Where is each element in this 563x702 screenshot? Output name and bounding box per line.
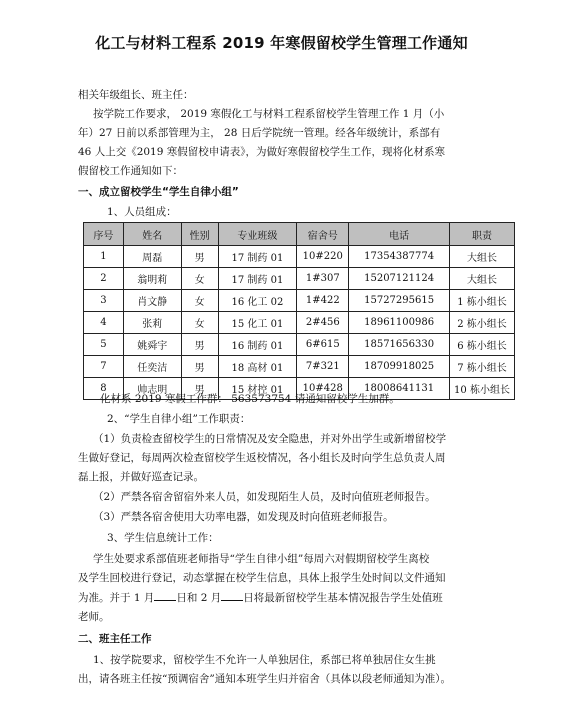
intro-line: 46 人上交《2019 寒假留校申请表》，为做好寒假留校学生工作，现将化材系寒	[78, 146, 446, 158]
self-discipline-group-table	[83, 222, 515, 400]
duty-line: （1）负责检查留校学生的日常情况及安全隐患，并对外出学生或新增留校学	[93, 433, 447, 445]
document-title: 化工与材料工程系 2019 年寒假留校学生管理工作通知	[95, 34, 468, 52]
table-cell: 肖文静	[123, 290, 181, 312]
column-header: 姓名	[123, 223, 181, 246]
table-cell: 15207121124	[349, 268, 450, 290]
table-cell: 2 栋小组长	[450, 312, 515, 334]
table-cell: 18 高材 01	[218, 356, 297, 378]
table-cell: 1#422	[297, 290, 349, 312]
column-header: 职责	[450, 223, 515, 246]
duty-line: 生做好登记，每周两次检查留校学生返校情况，各小组长及时向学生总负责人周	[78, 452, 446, 464]
stats-text: 为准。并于 1 月	[78, 592, 155, 604]
table-row	[84, 290, 515, 312]
table-cell: 17354387774	[349, 246, 450, 268]
table-cell: 2	[84, 268, 124, 290]
table-cell: 17 制药 01	[218, 246, 297, 268]
stats-subheading: 3、学生信息统计工作：	[107, 532, 219, 544]
teacher-duty-line: 出，请各班主任按“预调宿舍”通知本班学生归并宿舍（具体以段老师通知为准）。	[78, 673, 451, 685]
column-header: 宿舍号	[297, 223, 349, 246]
stats-text: 日和 2 月	[176, 592, 222, 604]
stats-line: 老师。	[78, 611, 110, 623]
date-blank	[154, 590, 176, 601]
table-row	[84, 312, 515, 334]
duty-line: （2）严禁各宿舍留宿外来人员，如发现陌生人员，及时向值班老师报告。	[93, 491, 436, 503]
intro-line: 年）27 日前以系部管理为主， 28 日后学院统一管理。经各年级统计，系部有	[78, 127, 441, 139]
table-cell: 10#428	[297, 378, 349, 400]
table-cell: 翁明莉	[123, 268, 181, 290]
column-header: 专业班级	[218, 223, 297, 246]
stats-line: 学生处要求系部值班老师指导“学生自律小组”每周六对假期留校学生离校	[93, 553, 430, 565]
table-cell: 18961100986	[349, 312, 450, 334]
intro-line: 按学院工作要求， 2019 寒假化工与材料工程系留校学生管理工作 1 月（小	[93, 108, 445, 120]
table-cell: 帅志明	[123, 378, 181, 400]
teacher-duty-line: 1、按学院要求，留校学生不允许一人单独居住，系部已将单独居住女生挑	[93, 654, 436, 666]
table-row	[84, 246, 515, 268]
table-cell: 周磊	[123, 246, 181, 268]
table-cell: 1#307	[297, 268, 349, 290]
table-cell: 大组长	[450, 246, 515, 268]
table-cell: 张莉	[123, 312, 181, 334]
table-cell: 10 栋小组长	[450, 378, 515, 400]
table-cell: 18571656330	[349, 334, 450, 356]
section2-heading: 二、班主任工作	[78, 633, 152, 645]
table-cell: 15 材控 01	[218, 378, 297, 400]
table-cell: 任奕洁	[123, 356, 181, 378]
column-header: 电话	[349, 223, 450, 246]
table-cell: 17 制药 01	[218, 268, 297, 290]
table-cell: 女	[181, 268, 218, 290]
table-cell: 6 栋小组长	[450, 334, 515, 356]
section1-heading: 一、成立留校学生“学生自律小组”	[78, 186, 239, 198]
stats-line-with-blanks	[78, 589, 498, 608]
table-cell: 15727295615	[349, 290, 450, 312]
table-cell: 16 制药 01	[218, 334, 297, 356]
table-cell: 男	[181, 356, 218, 378]
qq-group-line: 化材系 2019 寒假工作群： 563573754 请通知留校学生加群。	[100, 393, 400, 405]
table-cell: 1	[84, 246, 124, 268]
stats-text: 日将最新留校学生基本情况报告学生处值班	[243, 592, 443, 604]
table-cell: 5	[84, 334, 124, 356]
table-cell: 15 化工 01	[218, 312, 297, 334]
table-cell: 8	[84, 378, 124, 400]
table-cell: 大组长	[450, 268, 515, 290]
table-row	[84, 356, 515, 378]
table-cell: 2#456	[297, 312, 349, 334]
duty-line: 磊上报，并做好巡查记录。	[78, 471, 204, 483]
table-cell: 7	[84, 356, 124, 378]
intro-line: 假留校工作通知如下：	[78, 165, 183, 177]
table-cell: 姚舜宇	[123, 334, 181, 356]
table-cell: 女	[181, 312, 218, 334]
table-cell: 7 栋小组长	[450, 356, 515, 378]
table-cell: 18008641131	[349, 378, 450, 400]
duties-subheading: 2、“学生自律小组”工作职责：	[107, 413, 251, 425]
date-blank	[221, 590, 243, 601]
stats-line: 及学生回校进行登记，动态掌握在校学生信息，具体上报学生处时间以文件通知	[78, 572, 446, 584]
table-cell: 18709918025	[349, 356, 450, 378]
column-header: 性别	[181, 223, 218, 246]
table-cell: 3	[84, 290, 124, 312]
table-row	[84, 334, 515, 356]
table-cell: 6#615	[297, 334, 349, 356]
table-cell: 女	[181, 290, 218, 312]
table-cell: 4	[84, 312, 124, 334]
table-cell: 7#321	[297, 356, 349, 378]
table-cell: 16 化工 02	[218, 290, 297, 312]
table-cell: 男	[181, 378, 218, 400]
table-row	[84, 268, 515, 290]
table-cell: 男	[181, 334, 218, 356]
table-cell: 10#220	[297, 246, 349, 268]
table-cell: 1 栋小组长	[450, 290, 515, 312]
table-header-row	[84, 223, 515, 246]
salutation: 相关年级组长、班主任：	[78, 89, 194, 101]
table-cell: 男	[181, 246, 218, 268]
duty-line: （3）严禁各宿舍使用大功率电器，如发现及时向值班老师报告。	[93, 511, 394, 523]
column-header: 序号	[84, 223, 124, 246]
personnel-subheading: 1、人员组成：	[107, 206, 177, 218]
